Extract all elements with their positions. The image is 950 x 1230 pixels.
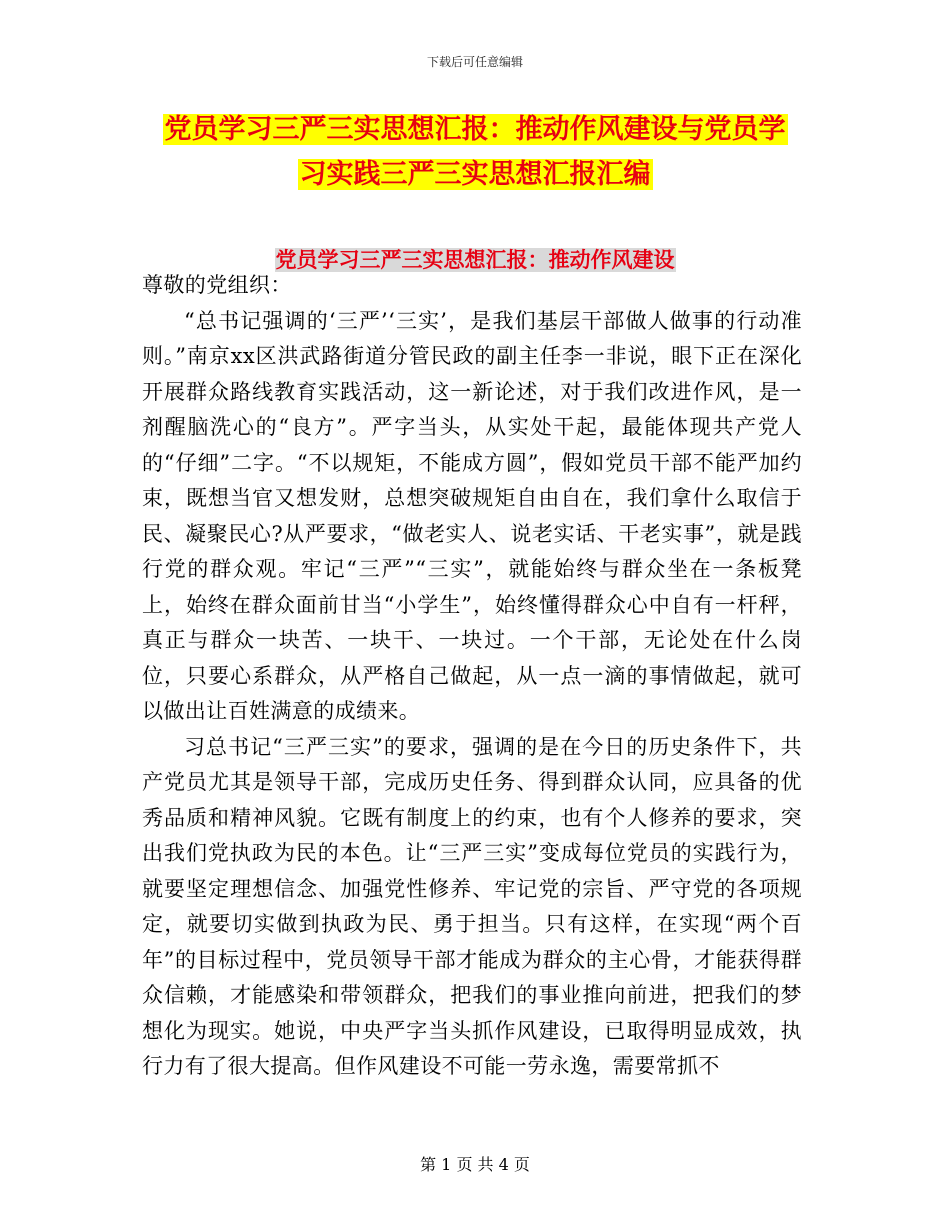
page-footer: 第 1 页 共 4 页 bbox=[420, 1155, 530, 1174]
body-paragraph-2: 习总书记“三严三实”的要求，强调的是在今日的历史条件下，共产党员尤其是领导干部，完成历史任务、得到群众认同，应具备的优秀品质和精神风貌。它既有制度上的约束，也有个人修养的要求，突出我们党执政为民的本色。让“三严三实”变成每位党员的实践行为，就要坚定理想信念、加强党性修养、牢记党的宗旨、严守党的各项规定，就要切实做到执政为民、勇于担当。只有这样，在实现“两个百年”的目标过程中，党员领导干部才能成为群众的主心骨，才能获得群众信赖，才能感染和带领群众，把我们的事业推向前进，把我们的梦想化为现实。她说，中央严字当头抓作风建设，已取得明显成效，执行力有了很大提高。但作风建设不可能一劳永逸，需要常抓不 bbox=[142, 734, 802, 1078]
header-note: 下载后可任意编辑 bbox=[426, 55, 523, 69]
document-title-line-1-text: 党员学习三严三实思想汇报：推动作风建设与党员学 bbox=[164, 114, 786, 145]
salutation: 尊敬的党组织： bbox=[142, 273, 292, 297]
document-title-line-2 bbox=[0, 155, 950, 195]
document-body bbox=[142, 268, 802, 1085]
section-subtitle-text: 党员学习三严三实思想汇报：推动作风建设 bbox=[275, 248, 675, 272]
document-title-line-1 bbox=[0, 110, 950, 150]
document-title-line-2-text: 习实践三严三实思想汇报汇编 bbox=[299, 159, 651, 190]
body-paragraph-1: “总书记强调的‘三严’‘三实’，是我们基层干部做人做事的行动准则。”南京xx区洪武路街道分管民政的副主任李一非说，眼下正在深化开展群众路线教育实践活动，这一新论述，对于我们改进作风，是一剂醒脑洗心的“良方”。严字当头，从实处干起，最能体现共产党人的“仔细”二字。“不以规矩，不能成方圆”，假如党员干部不能严加约束，既想当官又想发财，总想突破规矩自由自在，我们拿什么取信于民、凝聚民心?从严要求，“做老实人、说老实话、干老实事”，就是践行党的群众观。牢记“三严”“三实”，就能始终与群众坐在一条板凳上，始终在群众面前甘当“小学生”，始终懂得群众心中自有一杆秤，真正与群众一块苦、一块干、一块过。一个干部，无论处在什么岗位，只要心系群众，从严格自己做起，从一点一滴的事情做起，就可以做出让百姓满意的成绩来。 bbox=[142, 308, 802, 723]
